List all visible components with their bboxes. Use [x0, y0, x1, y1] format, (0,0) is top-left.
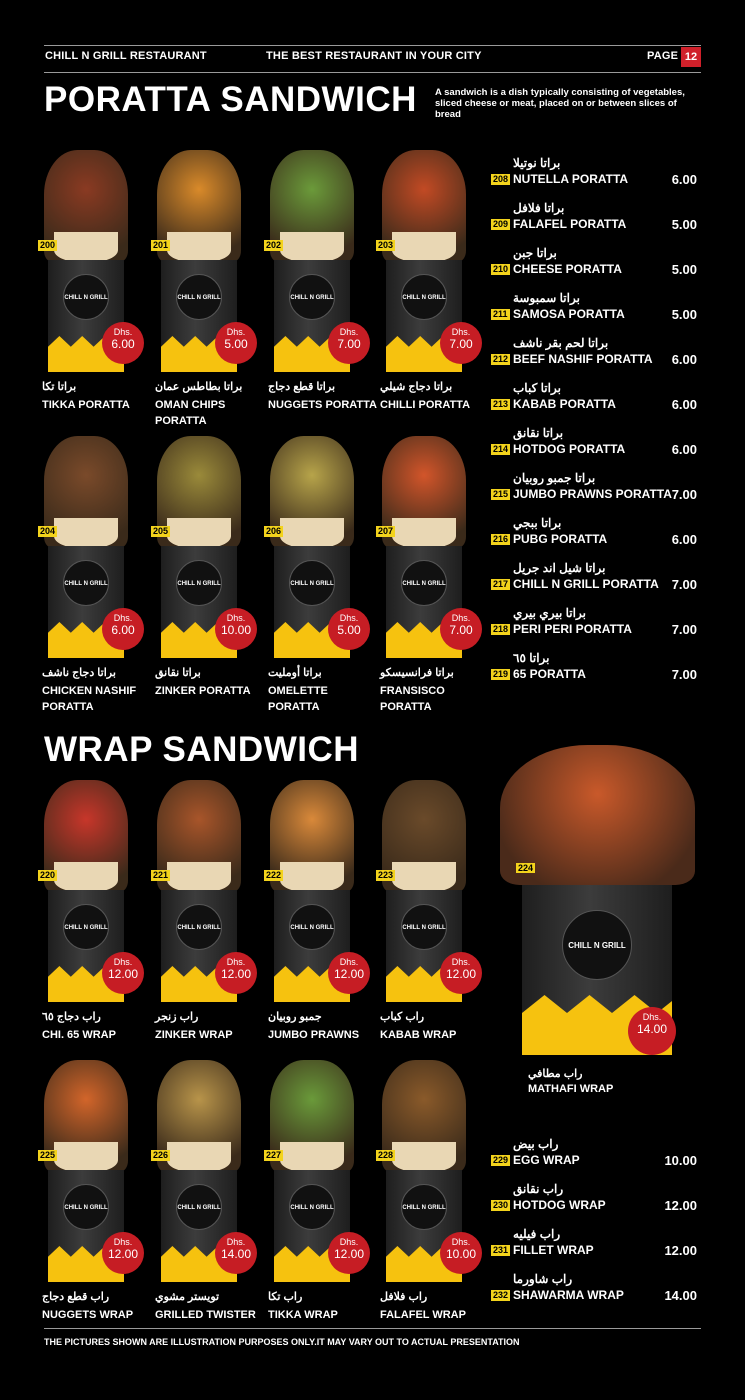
arabic-name: براتا ببجي — [513, 516, 562, 530]
currency: Dhs. — [226, 957, 246, 967]
arabic-name: براتا أومليت — [268, 667, 322, 679]
price-badge — [440, 322, 482, 364]
price-value: 6.00 — [671, 442, 697, 457]
price-value: 5.00 — [671, 262, 697, 277]
currency: Dhs. — [226, 613, 246, 623]
price-value: 12.00 — [445, 967, 477, 981]
arabic-name: براتا بيري بيري — [513, 606, 586, 620]
price-value: 5.00 — [337, 623, 361, 637]
logo: CHILL N GRILL — [63, 904, 109, 950]
arabic-name: راب قطع دجاج — [42, 1291, 110, 1303]
price-value: 6.00 — [111, 623, 135, 637]
logo: CHILL N GRILL — [562, 910, 632, 980]
item-number: 221 — [153, 870, 169, 880]
english-name: CHICKEN NASHIF PORATTA — [42, 685, 137, 713]
item-number: 222 — [266, 870, 282, 880]
arabic-name: براتا شيل اند جريل — [513, 561, 606, 575]
list-item[interactable] — [491, 291, 697, 331]
currency: Dhs. — [451, 327, 471, 337]
arabic-name: راب بيض — [513, 1137, 559, 1151]
arabic-name: راب زنجر — [155, 1011, 199, 1023]
arabic-name: راب فلافل — [380, 1291, 428, 1303]
page-number: 12 — [681, 47, 701, 67]
menu-item[interactable] — [376, 780, 484, 1070]
arabic-name: براتا كباب — [513, 381, 561, 395]
price-value: 7.00 — [449, 337, 473, 351]
price-badge — [215, 608, 257, 650]
currency: Dhs. — [113, 957, 133, 967]
arabic-name: جمبو روبيان — [268, 1011, 322, 1023]
list-item[interactable] — [491, 1182, 697, 1222]
restaurant-name: CHILL N GRILL RESTAURANT — [45, 50, 207, 62]
price-value: 10.00 — [220, 623, 252, 637]
price-value: 5.00 — [671, 307, 697, 322]
item-number: 211 — [493, 309, 508, 319]
price-badge — [440, 1232, 482, 1274]
footer-divider — [44, 1328, 701, 1329]
english-name: FILLET WRAP — [513, 1243, 594, 1257]
item-number: 229 — [493, 1155, 509, 1165]
english-name: EGG WRAP — [513, 1153, 580, 1167]
item-number: 214 — [493, 444, 509, 454]
english-name: CHILL N GRILL PORATTA — [513, 577, 659, 591]
price-badge — [328, 608, 370, 650]
english-name: 65 PORATTA — [513, 667, 586, 681]
menu-item[interactable] — [376, 436, 484, 726]
price-value: 6.00 — [671, 172, 697, 187]
logo: CHILL N GRILL — [401, 1184, 447, 1230]
price-value: 7.00 — [671, 622, 697, 637]
logo: CHILL N GRILL — [63, 1184, 109, 1230]
list-item[interactable] — [491, 561, 697, 601]
price-badge — [328, 1232, 370, 1274]
price-badge — [440, 952, 482, 994]
english-name: CHILLI PORATTA — [380, 399, 471, 411]
english-name: PERI PERI PORATTA — [513, 622, 632, 636]
price-badge — [102, 608, 144, 650]
price-value: 12.00 — [107, 967, 139, 981]
price-value: 6.00 — [671, 532, 697, 547]
item-number: 216 — [493, 534, 509, 544]
item-number: 208 — [493, 174, 509, 184]
arabic-name: براتا جمبو روبيان — [513, 471, 596, 485]
english-name: JUMBO PRAWNS — [268, 1029, 360, 1041]
arabic-name: راب فيليه — [513, 1227, 561, 1241]
currency: Dhs. — [339, 327, 359, 337]
currency: Dhs. — [113, 1237, 133, 1247]
logo: CHILL N GRILL — [176, 1184, 222, 1230]
arabic-name: راب دجاج ٦٥ — [42, 1011, 101, 1023]
arabic-name: براتا تكا — [42, 381, 77, 393]
featured-wrap-item[interactable] — [500, 745, 700, 1095]
price-badge — [628, 1007, 676, 1055]
logo: CHILL N GRILL — [401, 274, 447, 320]
logo: CHILL N GRILL — [63, 560, 109, 606]
price-value: 7.00 — [671, 487, 697, 502]
tagline: THE BEST RESTAURANT IN YOUR CITY — [266, 50, 482, 62]
english-name: TIKKA WRAP — [268, 1309, 338, 1321]
item-number: 227 — [266, 1150, 282, 1160]
currency: Dhs. — [451, 1237, 471, 1247]
menu-item[interactable] — [264, 436, 372, 726]
currency: Dhs. — [226, 327, 246, 337]
english-name: FALAFEL WRAP — [380, 1309, 466, 1321]
item-number: 223 — [378, 870, 394, 880]
item-number: 220 — [40, 870, 56, 880]
list-item[interactable] — [491, 516, 697, 556]
item-number: 207 — [378, 526, 394, 536]
menu-item[interactable] — [376, 150, 484, 440]
price-badge — [102, 952, 144, 994]
price-value: 12.00 — [333, 967, 365, 981]
english-name: HOTDOG WRAP — [513, 1198, 606, 1212]
logo: CHILL N GRILL — [176, 560, 222, 606]
wrap-title: WRAP SANDWICH — [44, 730, 360, 769]
price-badge — [102, 1232, 144, 1274]
menu-item[interactable] — [151, 436, 259, 726]
logo: CHILL N GRILL — [289, 1184, 335, 1230]
menu-item[interactable] — [264, 1060, 372, 1350]
english-name: SAMOSA PORATTA — [513, 307, 625, 321]
item-number: 203 — [378, 240, 394, 250]
list-item[interactable] — [491, 606, 697, 646]
price-badge — [215, 322, 257, 364]
menu-item[interactable] — [151, 780, 259, 1070]
arabic-name: راب شاورما — [513, 1272, 573, 1286]
english-name: FALAFEL PORATTA — [513, 217, 627, 231]
currency: Dhs. — [642, 1012, 662, 1022]
item-number: 225 — [40, 1150, 56, 1160]
arabic-name: راب نقانق — [513, 1182, 564, 1196]
arabic-name: براتا جبن — [513, 246, 557, 260]
price-badge — [215, 952, 257, 994]
currency: Dhs. — [113, 327, 133, 337]
price-value: 6.00 — [671, 397, 697, 412]
arabic-name: براتا قطع دجاج — [268, 381, 335, 393]
arabic-name: تويستر مشوي — [155, 1291, 220, 1303]
price-value: 5.00 — [671, 217, 697, 232]
logo: CHILL N GRILL — [401, 904, 447, 950]
english-name: KABAB PORATTA — [513, 397, 616, 411]
price-value: 10.00 — [445, 1247, 477, 1261]
item-number: 200 — [40, 240, 56, 250]
english-name: OMELETTE PORATTA — [268, 685, 328, 713]
english-name: HOTDOG PORATTA — [513, 442, 626, 456]
arabic-name: براتا بطاطس عمان — [155, 381, 243, 393]
arabic-name: براتا سمبوسة — [513, 291, 580, 305]
price-badge — [440, 608, 482, 650]
price-value: 7.00 — [337, 337, 361, 351]
menu-item[interactable] — [376, 1060, 484, 1350]
footer-note: THE PICTURES SHOWN ARE ILLUSTRATION PURPOSES ONLY.IT MAY VARY OUT TO ACTUAL PRESENTATION — [44, 1337, 520, 1347]
logo: CHILL N GRILL — [289, 904, 335, 950]
item-number: 226 — [153, 1150, 169, 1160]
menu-item[interactable] — [38, 1060, 146, 1350]
price-value: 14.00 — [636, 1022, 668, 1036]
menu-item[interactable] — [38, 780, 146, 1070]
currency: Dhs. — [226, 1237, 246, 1247]
item-number: 202 — [266, 240, 282, 250]
menu-item[interactable] — [38, 436, 146, 726]
price-badge — [102, 322, 144, 364]
price-value: 12.00 — [664, 1243, 697, 1258]
list-item[interactable] — [491, 246, 697, 286]
price-value: 14.00 — [220, 1247, 252, 1261]
menu-item[interactable] — [151, 150, 259, 440]
english-name: BEEF NASHIF PORATTA — [513, 352, 653, 366]
price-value: 6.00 — [111, 337, 135, 351]
list-item[interactable] — [491, 1227, 697, 1267]
price-value: 7.00 — [671, 577, 697, 592]
item-number: 204 — [40, 526, 56, 536]
list-item[interactable] — [491, 1137, 697, 1177]
item-number: 232 — [493, 1290, 509, 1300]
arabic-name: براتا ٦٥ — [513, 651, 550, 665]
english-name: ZINKER PORATTA — [155, 685, 251, 697]
english-name: TIKKA PORATTA — [42, 399, 130, 411]
item-number: 224 — [518, 863, 534, 873]
price-value: 7.00 — [449, 623, 473, 637]
english-name: MATHAFI WRAP — [528, 1083, 614, 1095]
menu-item[interactable] — [151, 1060, 259, 1350]
price-badge — [328, 952, 370, 994]
item-number: 219 — [493, 669, 509, 679]
price-value: 7.00 — [671, 667, 697, 682]
price-value: 12.00 — [220, 967, 252, 981]
price-value: 6.00 — [671, 352, 697, 367]
english-name: JUMBO PRAWNS PORATTA — [513, 487, 672, 501]
menu-item[interactable] — [264, 780, 372, 1070]
english-name: CHI. 65 WRAP — [42, 1029, 116, 1041]
english-name: FRANSISCO PORATTA — [380, 685, 445, 713]
arabic-name: براتا دجاج شيلي — [380, 381, 453, 393]
logo: CHILL N GRILL — [176, 904, 222, 950]
logo: CHILL N GRILL — [63, 274, 109, 320]
item-number: 217 — [493, 579, 509, 589]
arabic-name: براتا فرانسيسكو — [380, 667, 454, 679]
item-number: 209 — [493, 219, 509, 229]
poratta-title: PORATTA SANDWICH — [44, 80, 417, 119]
list-item[interactable] — [491, 156, 697, 196]
english-name: ZINKER WRAP — [155, 1029, 233, 1041]
currency: Dhs. — [113, 613, 133, 623]
arabic-name: براتا نوتيلا — [513, 156, 561, 170]
currency: Dhs. — [451, 613, 471, 623]
english-name: OMAN CHIPS PORATTA — [155, 399, 226, 427]
english-name: PUBG PORATTA — [513, 532, 608, 546]
arabic-name: براتا دجاج ناشف — [42, 667, 116, 679]
list-item[interactable] — [491, 336, 697, 376]
english-name: SHAWARMA WRAP — [513, 1288, 624, 1302]
price-badge — [328, 322, 370, 364]
logo: CHILL N GRILL — [401, 560, 447, 606]
price-value: 5.00 — [224, 337, 248, 351]
english-name: CHEESE PORATTA — [513, 262, 622, 276]
item-number: 212 — [493, 354, 509, 364]
header-divider — [44, 72, 701, 73]
english-name: NUTELLA PORATTA — [513, 172, 629, 186]
poratta-description: A sandwich is a dish typically consisting of vegetables, sliced cheese or meat, placed on or between slices of bread — [435, 87, 685, 120]
arabic-name: براتا لحم بقر ناشف — [513, 336, 609, 350]
item-number: 218 — [493, 624, 509, 634]
logo: CHILL N GRILL — [176, 274, 222, 320]
item-number: 205 — [153, 526, 169, 536]
list-item[interactable] — [491, 201, 697, 241]
currency: Dhs. — [451, 957, 471, 967]
price-value: 12.00 — [664, 1198, 697, 1213]
price-value: 12.00 — [333, 1247, 365, 1261]
menu-item[interactable] — [38, 150, 146, 440]
currency: Dhs. — [339, 957, 359, 967]
item-number: 210 — [493, 264, 509, 274]
item-number: 230 — [493, 1200, 509, 1210]
list-item[interactable] — [491, 471, 697, 511]
arabic-name: براتا فلافل — [513, 201, 565, 215]
price-value: 12.00 — [107, 1247, 139, 1261]
logo: CHILL N GRILL — [289, 560, 335, 606]
arabic-name: راب مطافي — [528, 1068, 583, 1080]
menu-item[interactable] — [264, 150, 377, 440]
item-number: 231 — [493, 1245, 509, 1255]
list-item[interactable] — [491, 1272, 697, 1312]
english-name: NUGGETS WRAP — [42, 1309, 134, 1321]
arabic-name: براتا نقانق — [155, 667, 201, 679]
currency: Dhs. — [339, 613, 359, 623]
item-number: 201 — [153, 240, 169, 250]
arabic-name: راب تكا — [268, 1291, 303, 1303]
currency: Dhs. — [339, 1237, 359, 1247]
list-item[interactable] — [491, 426, 697, 466]
price-badge — [215, 1232, 257, 1274]
item-number: 228 — [378, 1150, 394, 1160]
list-item[interactable] — [491, 381, 697, 421]
top-divider — [44, 45, 701, 46]
logo: CHILL N GRILL — [289, 274, 335, 320]
arabic-name: براتا نقانق — [513, 426, 564, 440]
page-label: PAGE — [647, 50, 679, 62]
english-name: KABAB WRAP — [380, 1029, 457, 1041]
item-number: 215 — [493, 489, 509, 499]
price-value: 10.00 — [664, 1153, 697, 1168]
item-number: 206 — [266, 526, 282, 536]
english-name: NUGGETS PORATTA — [268, 399, 377, 411]
english-name: GRILLED TWISTER — [155, 1309, 256, 1321]
item-number: 213 — [493, 399, 509, 409]
price-value: 14.00 — [664, 1288, 697, 1303]
list-item[interactable] — [491, 651, 697, 691]
arabic-name: راب كباب — [380, 1011, 425, 1023]
